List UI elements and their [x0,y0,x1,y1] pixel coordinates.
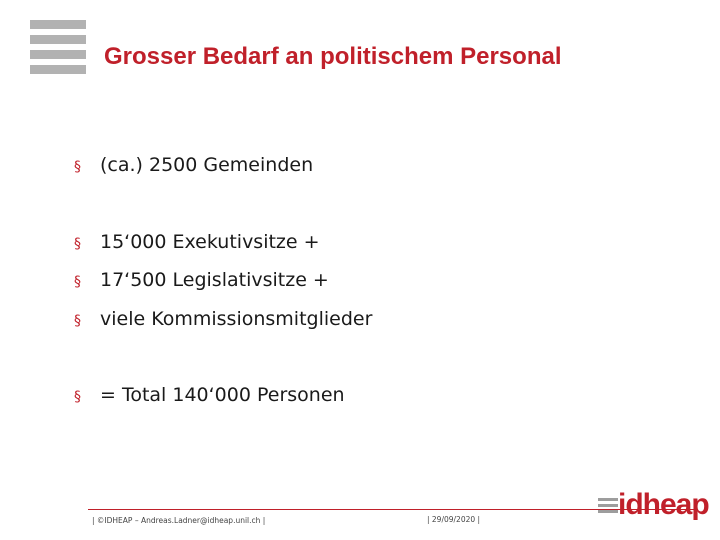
bullet-item [74,154,313,176]
bullet-marker: § [74,389,81,405]
brand-wordmark: idheap [618,488,709,521]
bullet-text: 15‘000 Exekutivsitze + [100,231,320,253]
logo-stripes-icon [598,498,618,518]
bullet-item [74,308,372,330]
bullet-item [74,384,345,406]
idheap-logo [598,487,709,523]
bullet-text: (ca.) 2500 Gemeinden [100,154,314,176]
bullet-marker: § [74,159,81,175]
slide-title: Grosser Bedarf an politischem Personal [104,43,562,70]
bullet-item [74,231,320,253]
bullet-marker: § [74,274,81,290]
footer-copyright: | ©IDHEAP – Andreas.Ladner@idheap.unil.ch | [92,516,266,525]
bullet-marker: § [74,236,81,252]
bullet-text: = Total 140‘000 Personen [100,384,345,406]
bullet-item [74,269,329,291]
footer-date: | 29/09/2020 | [427,515,481,524]
bullet-text: 17‘500 Legislativsitze + [100,269,329,291]
bullet-text: viele Kommissionsmitglieder [100,308,373,330]
bullet-marker: § [74,313,81,329]
